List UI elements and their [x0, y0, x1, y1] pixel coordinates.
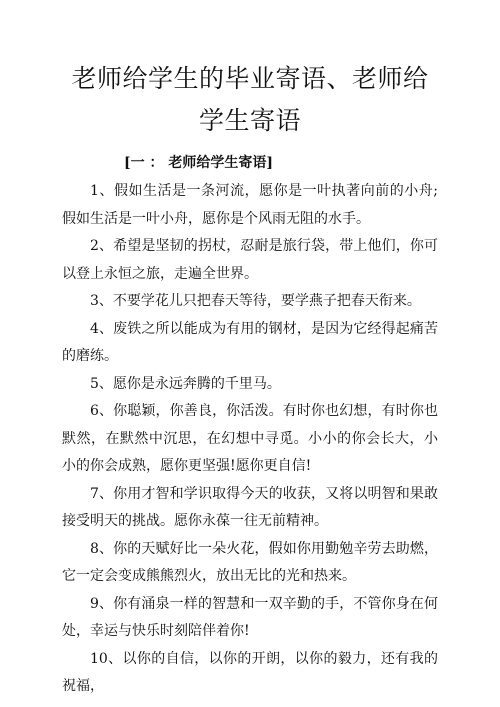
list-item: 8、你的天赋好比一朵火花，假如你用勤勉辛劳去助燃，它一定会变成熊熊烈火，放出无比的光和热来。 — [62, 540, 438, 584]
document-title: 老师给学生的毕业寄语、老师给学生寄语 — [71, 64, 429, 135]
list-item: 7、你用才智和学识取得今天的收获，又将以明智和果敢接受明天的挑战。愿你永葆一往无前精神。 — [62, 485, 438, 529]
section-label: [一 ： 老师给学生寄语] — [124, 155, 273, 171]
list-item: 2、希望是坚韧的拐杖，忍耐是旅行袋，带上他们，你可以登上永恒之旅，走遍全世界。 — [62, 238, 438, 282]
list-item: 3、不要学花儿只把春天等待，要学燕子把春天衔来。 — [90, 293, 421, 309]
list-item: 5、愿你是永远奔腾的千里马。 — [90, 375, 281, 392]
list-item: 6、你聪颖，你善良，你活泼。有时你也幻想，有时你也默然，在默然中沉思，在幻想中寻觅。小小的你会长大，小小的你会成熟，愿你更坚强!愿你更自信! — [62, 403, 438, 474]
list-item: 1、假如生活是一条河流，愿你是一叶执著向前的小舟;假如生活是一叶小舟，愿你是个风雨无阻的水手。 — [62, 183, 438, 227]
list-item: 4、废铁之所以能成为有用的钢材，是因为它经得起痛苦的磨练。 — [62, 320, 438, 364]
message-list — [62, 178, 438, 701]
list-item: 9、你有涌泉一样的智慧和一双辛勤的手，不管你身在何处，幸运与快乐时刻陪伴着你! — [62, 595, 438, 639]
list-item: 10、以你的自信，以你的开朗，以你的毅力，还有我的祝福， — [62, 650, 438, 694]
